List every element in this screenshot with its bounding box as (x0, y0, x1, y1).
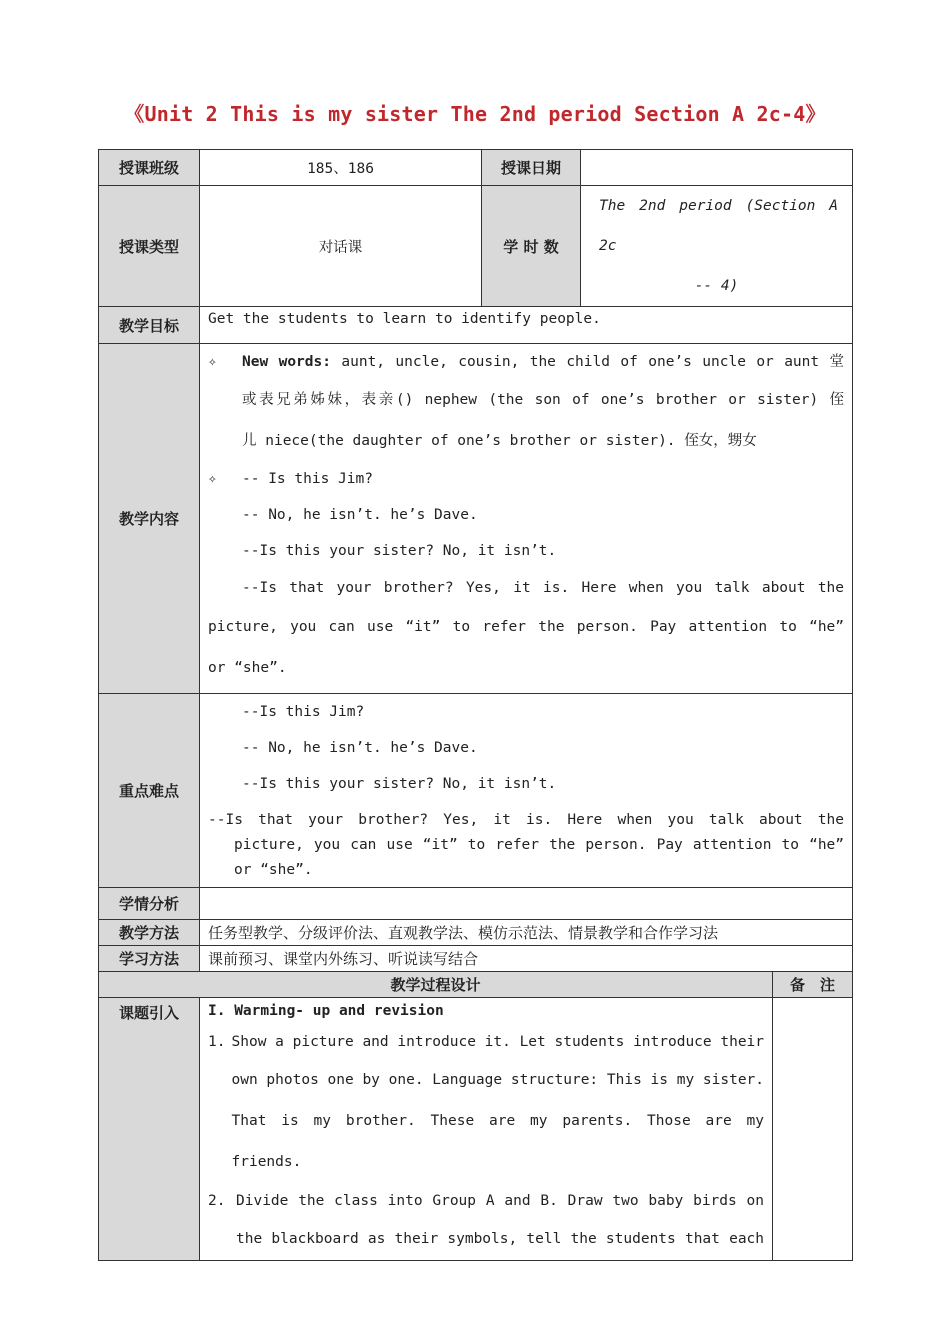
date-label: 授课日期 (482, 150, 581, 186)
intro-item-1-line2: own photos one by one. Language structure: This is my sister. (231, 1072, 765, 1088)
diamond-bullet-icon: ✧ (208, 354, 217, 370)
key-line2: -- No, he isn’t. he’s Dave. (242, 740, 478, 756)
intro-item-1-line4: friends. (231, 1154, 302, 1170)
dialog-line1-text: -- Is this Jim? (242, 471, 373, 487)
method-value: 任务型教学、分级评价法、直观教学法、模仿示范法、情景教学和合作学习法 (200, 920, 853, 946)
date-value (581, 150, 853, 186)
intro-body (200, 998, 773, 1261)
row-content (99, 344, 853, 694)
diamond-bullet-icon: ✧ (208, 471, 217, 487)
intro-item-1-number: 1. (208, 1034, 226, 1050)
row-analysis (99, 888, 853, 920)
dialog-line2: -- No, he isn’t. he’s Dave. (242, 507, 478, 523)
row-method (99, 920, 853, 946)
intro-item-1 (208, 1024, 764, 1183)
new-words-line1-text: aunt, uncle, cousin, the child of one’s uncle or aunt 堂 (330, 354, 845, 370)
process-label: 教学过程设计 (99, 972, 773, 998)
content-body (200, 344, 853, 694)
analysis-label: 学情分析 (99, 888, 200, 920)
intro-label: 课题引入 (99, 998, 200, 1261)
row-type (99, 186, 853, 307)
dialog-line6: or “she”. (208, 660, 287, 676)
class-label: 授课班级 (99, 150, 200, 186)
intro-item-2-line1: Divide the class into Group A and B. Draw two baby birds on (236, 1193, 765, 1209)
new-words-line1 (208, 344, 844, 380)
type-label: 授课类型 (99, 186, 200, 307)
lesson-plan-table (98, 149, 853, 1261)
key-line4: --Is that your brother? Yes, it is. Here when you talk about the picture, you can use “it” to refer the person. Pay attention to “he” or “she”. (208, 812, 845, 878)
row-intro (99, 998, 853, 1261)
content-label: 教学内容 (99, 344, 200, 694)
dialog-line1 (208, 461, 844, 497)
key-line3: --Is this your sister? No, it isn’t. (242, 776, 557, 792)
hours-value (581, 186, 853, 307)
dialog-line4: --Is that your brother? Yes, it is. Here when you talk about the (242, 580, 845, 596)
new-words-key: New words: (242, 354, 331, 370)
dialog-line5: picture, you can use “it” to refer the person. Pay attention to “he” (208, 619, 845, 635)
new-words-line3: 儿 niece(the daughter of one’s brother or sister). 侄女，甥女 (242, 433, 757, 449)
hours-label: 学 时 数 (482, 186, 581, 307)
intro-heading: I. Warming- up and revision (208, 1003, 444, 1019)
type-value: 对话课 (200, 186, 482, 307)
new-words-line2: 或表兄弟姊妹，表亲() nephew (the son of one’s brother or sister) 侄 (242, 392, 845, 408)
learn-value: 课前预习、课堂内外练习、听说读写结合 (200, 946, 853, 972)
goal-value: Get the students to learn to identify people. (200, 307, 853, 344)
hours-value-line1: The 2nd period (Section A 2c (599, 198, 839, 254)
intro-item-1-line3: That is my brother. These are my parents. Those are my (231, 1113, 765, 1129)
intro-item-2-number: 2. (208, 1193, 226, 1209)
hours-value-line2: -- 4) (694, 278, 739, 294)
method-label: 教学方法 (99, 920, 200, 946)
dialog-line3: --Is this your sister? No, it isn’t. (242, 543, 557, 559)
page-title: 《Unit 2 This is my sister The 2nd period Section A 2c-4》 (124, 102, 826, 126)
intro-notes (773, 998, 853, 1261)
key-line1: --Is this Jim? (242, 704, 365, 720)
goal-label: 教学目标 (99, 307, 200, 344)
analysis-value (200, 888, 853, 920)
intro-item-1-line1: Show a picture and introduce it. Let students introduce their (231, 1034, 765, 1050)
row-process-header (99, 972, 853, 998)
key-label: 重点难点 (99, 694, 200, 888)
row-class (99, 150, 853, 186)
learn-label: 学习方法 (99, 946, 200, 972)
row-key-points (99, 694, 853, 888)
class-value: 185、186 (200, 150, 482, 186)
key-body (200, 694, 853, 888)
row-learn (99, 946, 853, 972)
intro-item-2-line2: the blackboard as their symbols, tell the students that each (236, 1231, 765, 1247)
row-goal (99, 307, 853, 344)
intro-item-2 (208, 1183, 764, 1260)
notes-label: 备 注 (773, 972, 853, 998)
